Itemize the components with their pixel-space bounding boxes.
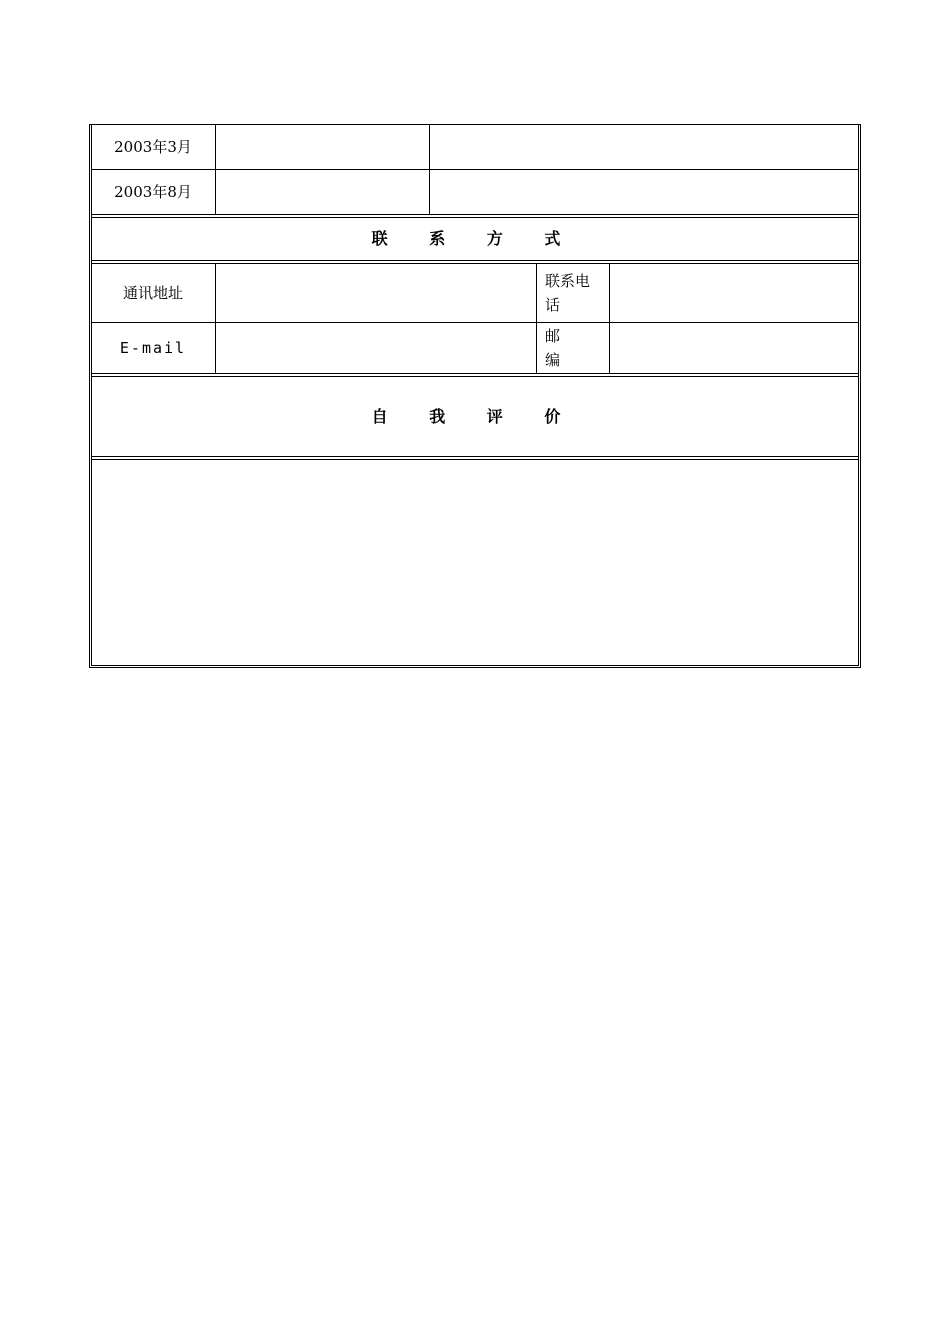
address-field[interactable] <box>216 264 535 322</box>
phone-label <box>545 264 607 322</box>
col-divider <box>609 264 610 374</box>
zip-label <box>545 323 607 373</box>
self-eval-field[interactable] <box>92 461 858 663</box>
history-date-2: 2003年8月 <box>114 183 192 201</box>
contact-heading: 联 系 方 式 <box>371 229 579 248</box>
self-eval-heading: 自 我 评 价 <box>371 407 579 426</box>
history-field-2b[interactable] <box>431 170 856 214</box>
col-divider <box>536 264 537 374</box>
history-field-1a[interactable] <box>216 125 428 169</box>
col-divider <box>215 264 216 374</box>
address-label: 通讯地址 <box>122 284 183 302</box>
zip-label-line2: 编 <box>545 351 561 369</box>
zip-label-line1: 邮 <box>545 327 561 345</box>
email-field[interactable] <box>216 323 535 373</box>
email-label: E-mail <box>119 339 187 357</box>
history-date-1: 2003年3月 <box>114 138 192 156</box>
history-field-2a[interactable] <box>216 170 428 214</box>
section-divider <box>92 456 858 460</box>
phone-label-line2: 话 <box>545 296 561 314</box>
phone-field[interactable] <box>611 264 856 322</box>
col-divider <box>215 125 216 215</box>
zip-field[interactable] <box>611 323 856 373</box>
col-divider <box>429 125 430 215</box>
phone-label-line1: 联系电 <box>545 272 591 290</box>
history-field-1b[interactable] <box>431 125 856 169</box>
